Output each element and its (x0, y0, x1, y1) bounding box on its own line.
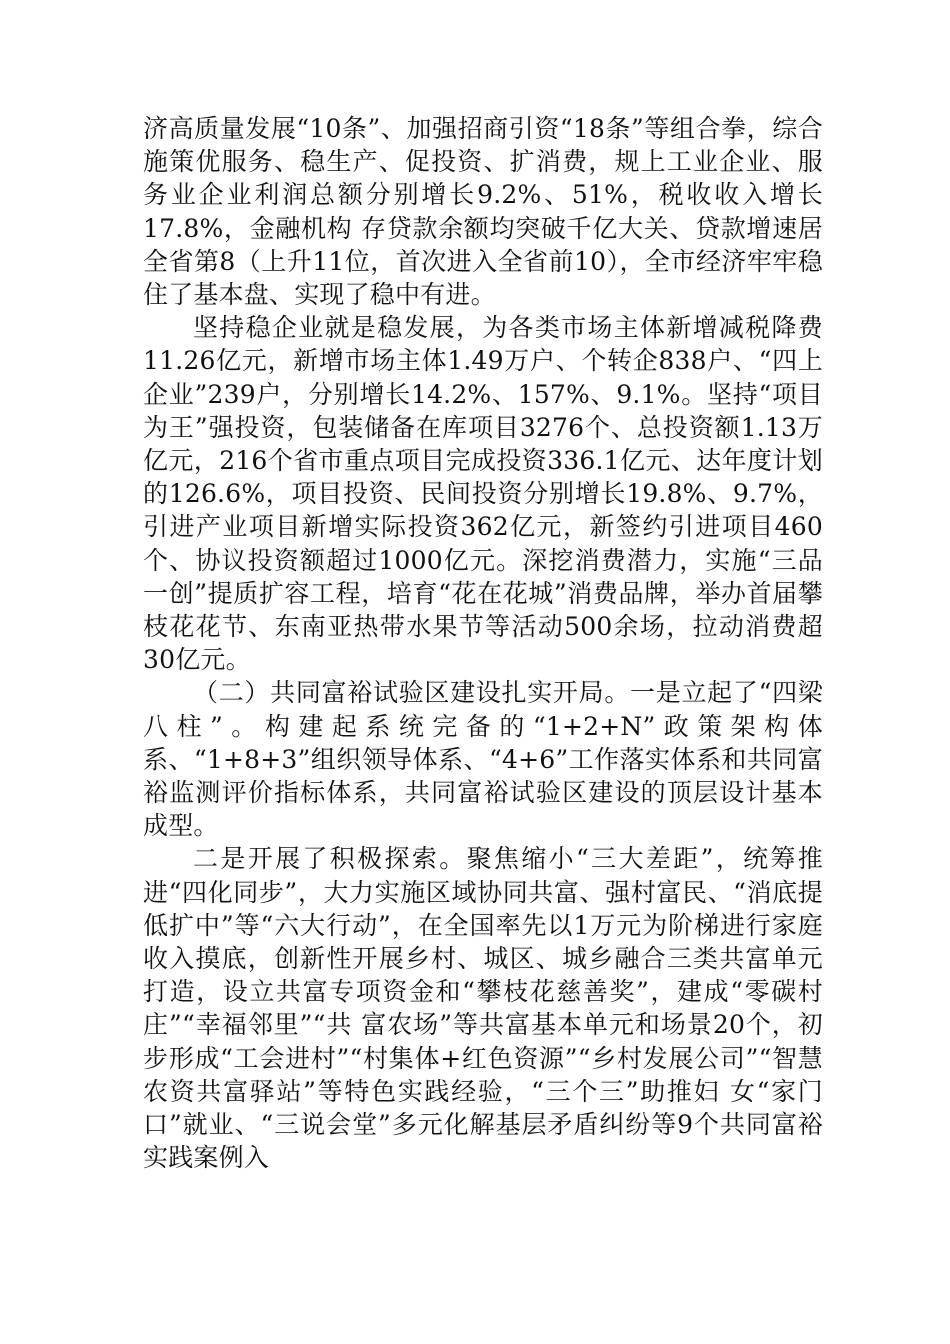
document-body (143, 112, 823, 1175)
paragraph-economy-summary: 济高质量发展“10条”、加强招商引资“18条”等组合拳，综合施策优服务、稳生产、促投资、扩消费，规上工业企业、服务业企业利润总额分别增长9.2%、51%，税收收入增长17.8%，金融机构 存贷款余额均突破千亿大关、贷款增速居全省第8（上升11位，首次进入全省前10），全市经济牢牢稳住了基本盘、实现了稳中有进。 (143, 114, 823, 310)
paragraph-active-exploration: 二是开展了积极探索。聚焦缩小“三大差距”，统筹推进“四化同步”，大力实施区域协同共富、强村富民、“消底提低扩中”等“六大行动”，在全国率先以1万元为阶梯进行家庭收入摸底，创新性开展乡村、城区、城乡融合三类共富单元打造，设立共富专项资金和“攀枝花慈善奖”，建成“零碳村庄”“幸福邻里”“共 富农场”等共富基本单元和场景20个，初步形成“工会进村”“村集体+红色资源”“乡村发展公司”“智慧农资共富驿站”等特色实践经验，“三个三”助推妇 女“家门口”就业、“三说会堂”多元化解基层矛盾纠纷等9个共同富裕实践案例入 (143, 844, 824, 1173)
paragraph-common-prosperity-start: （二）共同富裕试验区建设扎实开局。一是立起了“四梁八柱”。构建起系统完备的“1+2+N”政策架构体系、“1+8+3”组织领导体系、“4+6”工作落实体系和共同富裕监测评价指标体系，共同富裕试验区建设的顶层设计基本成型。 (143, 678, 823, 841)
paragraph-enterprise-investment: 坚持稳企业就是稳发展，为各类市场主体新增减税降费11.26亿元，新增市场主体1.49万户、个转企838户、“四上企业”239户，分别增长14.2%、157%、9.1%。坚持“项目为王”强投资，包装储备在库项目3276个、总投资额1.13万亿元，216个省市重点项目完成投资336.1亿元、达年度计划的126.6%，项目投资、民间投资分别增长19.8%、9.7%，引进产业项目新增实际投资362亿元，新签约引进项目460个、协议投资额超过1000亿元。深挖消费潜力，实施“三品一创”提质扩容工程，培育“花在花城”消费品牌，举办首届攀枝花花节、东南亚热带水果节等活动500余场，拉动消费超30亿元。 (143, 313, 823, 675)
